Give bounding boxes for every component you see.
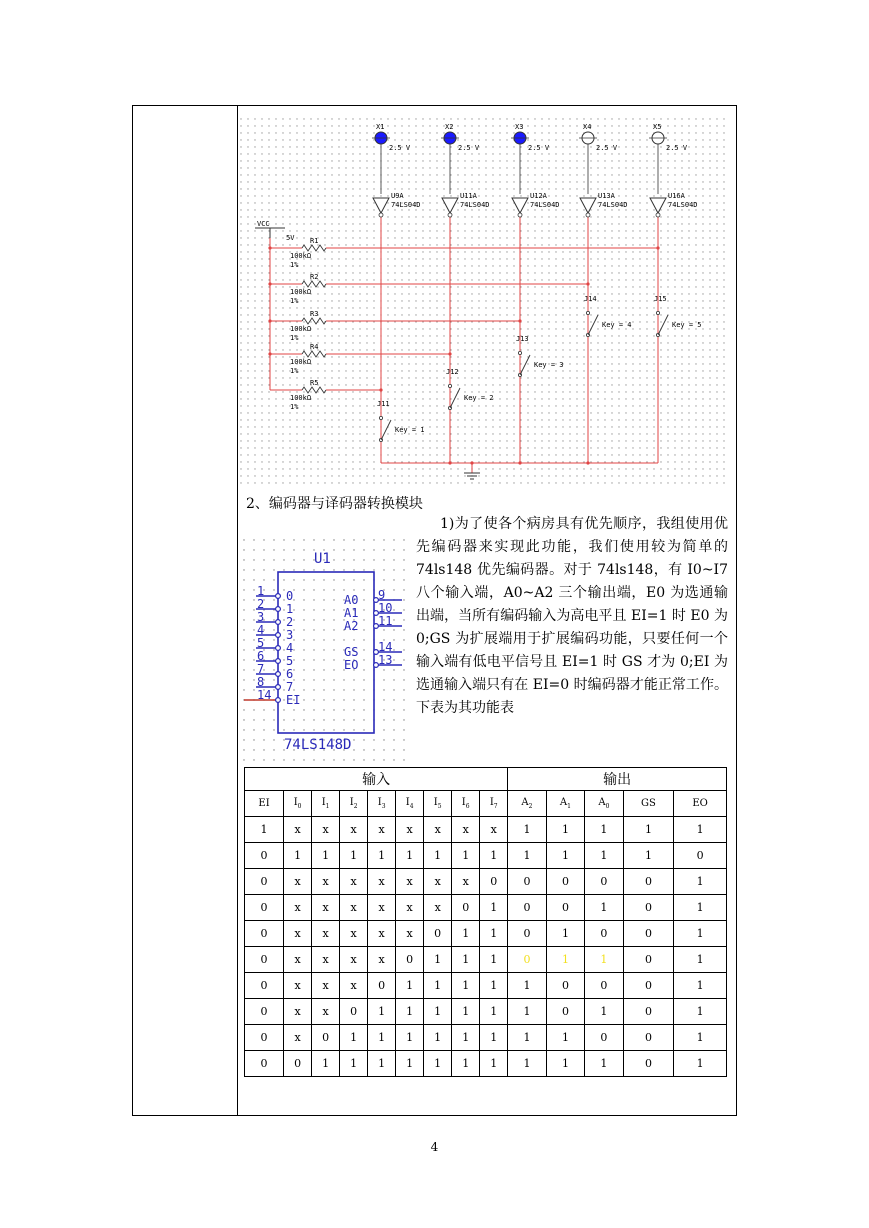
pin-bubble-icon — [276, 633, 281, 638]
table-cell: 1 — [674, 973, 727, 999]
table-cell: 0 — [674, 843, 727, 869]
resistor-tolerance: 1% — [290, 261, 299, 269]
pin-bubble-icon — [276, 672, 281, 677]
resistor-label: R5 — [310, 379, 319, 387]
table-cell: 0 — [508, 895, 546, 921]
table-cell: x — [368, 895, 396, 921]
pin-number: 9 — [378, 588, 386, 602]
pin-number: 10 — [378, 601, 393, 615]
switch-label: J14 — [584, 295, 597, 303]
table-cell: 1 — [546, 921, 584, 947]
table-cell: 1 — [245, 817, 284, 843]
pin-name: 0 — [286, 589, 294, 603]
table-cell: 1 — [546, 1025, 584, 1051]
column-header: EO — [674, 791, 727, 817]
table-cell: 1 — [368, 1051, 396, 1077]
switch-key: Key = 1 — [395, 426, 425, 434]
table-cell: 1 — [623, 817, 674, 843]
table-cell: 1 — [452, 843, 480, 869]
table-cell: x — [284, 973, 312, 999]
table-cell: x — [452, 869, 480, 895]
table-cell: 0 — [245, 843, 284, 869]
gate-part: 74LS04D — [668, 201, 698, 209]
probe-label: X4 — [583, 123, 592, 131]
table-cell: 1 — [424, 843, 452, 869]
table-cell: 0 — [623, 869, 674, 895]
table-cell: x — [424, 869, 452, 895]
pin-name: A0 — [344, 593, 359, 607]
gate-label: U13A — [598, 192, 615, 200]
resistor-value: 100kΩ — [290, 325, 312, 333]
table-row — [245, 817, 727, 843]
probe-voltage: 2.5 V — [458, 144, 480, 152]
table-cell: 1 — [674, 921, 727, 947]
table-cell: 1 — [585, 895, 623, 921]
table-cell: 0 — [245, 999, 284, 1025]
column-header: EI — [245, 791, 284, 817]
table-cell: 0 — [245, 869, 284, 895]
table-cell: 0 — [623, 921, 674, 947]
table-cell: 0 — [245, 921, 284, 947]
table-cell: 0 — [284, 1051, 312, 1077]
table-cell: 0 — [585, 869, 623, 895]
pin-name: EI — [286, 693, 301, 707]
table-cell: 0 — [452, 895, 480, 921]
table-cell: 1 — [674, 947, 727, 973]
column-header: $I_7$ — [480, 791, 508, 817]
table-cell: x — [452, 817, 480, 843]
table-cell: 1 — [674, 999, 727, 1025]
table-cell: 0 — [546, 973, 584, 999]
table-cell: x — [312, 973, 340, 999]
pin-bubble-icon — [276, 607, 281, 612]
pin-name: EO — [344, 658, 359, 672]
table-cell: x — [312, 895, 340, 921]
circuit-schematic — [240, 118, 730, 488]
table-cell: x — [396, 921, 424, 947]
table-cell: 0 — [340, 999, 368, 1025]
switch-key: Key = 5 — [672, 321, 702, 329]
table-cell: x — [480, 817, 508, 843]
table-cell: x — [312, 817, 340, 843]
table-cell: 1 — [546, 947, 584, 973]
table-cell: 0 — [245, 1025, 284, 1051]
table-cell: x — [312, 869, 340, 895]
pin-number: 14 — [378, 640, 393, 654]
table-cell: 1 — [546, 843, 584, 869]
table-row — [245, 921, 727, 947]
column-header: $I_0$ — [284, 791, 312, 817]
pin-name: 6 — [286, 667, 294, 681]
column-header: $I_2$ — [340, 791, 368, 817]
chip-ref: U1 — [314, 551, 331, 567]
vcc-voltage: 5V — [286, 234, 295, 242]
table-cell: 0 — [508, 921, 546, 947]
table-cell: 1 — [452, 921, 480, 947]
table-cell: 1 — [368, 843, 396, 869]
table-cell: x — [284, 1025, 312, 1051]
resistor-tolerance: 1% — [290, 403, 299, 411]
table-row — [245, 1025, 727, 1051]
table-cell: 1 — [480, 895, 508, 921]
table-cell: 0 — [546, 999, 584, 1025]
table-cell: 0 — [623, 973, 674, 999]
table-cell: 1 — [480, 999, 508, 1025]
table-cell: x — [284, 869, 312, 895]
table-cell: 0 — [245, 947, 284, 973]
table-cell: x — [368, 921, 396, 947]
chip-74ls148 — [242, 538, 410, 763]
table-cell: 0 — [424, 921, 452, 947]
resistor-label: R3 — [310, 310, 319, 318]
table-cell: 1 — [452, 1025, 480, 1051]
resistor-value: 100kΩ — [290, 288, 312, 296]
pin-bubble-icon — [276, 594, 281, 599]
table-cell: 1 — [585, 817, 623, 843]
table-cell: 0 — [480, 869, 508, 895]
column-header: $I_4$ — [396, 791, 424, 817]
table-cell: 1 — [368, 999, 396, 1025]
pin-name: 1 — [286, 602, 294, 616]
table-cell: 1 — [508, 999, 546, 1025]
column-header: $I_3$ — [368, 791, 396, 817]
table-row — [245, 973, 727, 999]
table-cell: 1 — [424, 999, 452, 1025]
table-cell: 1 — [674, 1025, 727, 1051]
table-cell: 1 — [396, 843, 424, 869]
table-cell: 1 — [674, 895, 727, 921]
table-cell: x — [396, 869, 424, 895]
table-cell: 1 — [480, 843, 508, 869]
table-cell: x — [368, 869, 396, 895]
gate-part: 74LS04D — [460, 201, 490, 209]
pin-number: 1 — [257, 584, 265, 598]
gate-part: 74LS04D — [530, 201, 560, 209]
gate-label: U9A — [391, 192, 404, 200]
table-cell: 0 — [623, 895, 674, 921]
table-cell: 0 — [368, 973, 396, 999]
table-cell: 1 — [480, 921, 508, 947]
table-cell: 1 — [424, 1025, 452, 1051]
table-header-row — [245, 791, 727, 817]
table-cell: 1 — [546, 817, 584, 843]
table-row — [245, 999, 727, 1025]
switch-key: Key = 4 — [602, 321, 632, 329]
probe-voltage: 2.5 V — [389, 144, 411, 152]
table-cell: 1 — [396, 973, 424, 999]
table-cell: 0 — [245, 895, 284, 921]
probe-voltage: 2.5 V — [596, 144, 618, 152]
group-input: 输入 — [245, 768, 508, 791]
pin-bubble-icon — [276, 659, 281, 664]
table-cell: 1 — [368, 1025, 396, 1051]
table-cell: x — [340, 947, 368, 973]
resistor-tolerance: 1% — [290, 297, 299, 305]
pin-name: 5 — [286, 654, 294, 668]
table-group-row — [245, 768, 727, 791]
pin-bubble-icon — [276, 685, 281, 690]
table-cell: x — [284, 817, 312, 843]
table-cell: 1 — [452, 947, 480, 973]
table-cell: 1 — [396, 1025, 424, 1051]
table-cell: x — [396, 895, 424, 921]
table-cell: 0 — [546, 895, 584, 921]
probe-label: X5 — [653, 123, 662, 131]
switch-key: Key = 3 — [534, 361, 564, 369]
table-cell: 1 — [585, 999, 623, 1025]
pin-number: 3 — [257, 610, 265, 624]
table-cell: 1 — [623, 843, 674, 869]
table-cell: 1 — [480, 1051, 508, 1077]
table-cell: 0 — [623, 947, 674, 973]
pin-number: 14 — [257, 688, 272, 702]
pin-number: 7 — [257, 662, 265, 676]
column-header: $A_2$ — [508, 791, 546, 817]
table-cell: 1 — [546, 1051, 584, 1077]
probe-label: X1 — [376, 123, 385, 131]
table-cell: x — [340, 817, 368, 843]
table-cell: x — [312, 921, 340, 947]
table-cell: 1 — [424, 1051, 452, 1077]
gate-label: U12A — [530, 192, 547, 200]
table-cell: 0 — [585, 973, 623, 999]
section-title: 2、编码器与译码器转换模块 — [246, 496, 423, 512]
table-cell: 0 — [623, 1051, 674, 1077]
table-cell: x — [368, 947, 396, 973]
table-cell: 1 — [312, 843, 340, 869]
table-cell: 0 — [546, 869, 584, 895]
gate-label: U16A — [668, 192, 685, 200]
pin-number: 11 — [378, 614, 393, 628]
table-cell: x — [424, 895, 452, 921]
pin-name: A1 — [344, 606, 359, 620]
table-cell: x — [312, 947, 340, 973]
table-cell: 1 — [340, 1051, 368, 1077]
resistor-value: 100kΩ — [290, 252, 312, 260]
table-cell: 1 — [452, 1051, 480, 1077]
column-header: $A_0$ — [585, 791, 623, 817]
table-cell: x — [284, 921, 312, 947]
table-cell: 1 — [312, 1051, 340, 1077]
table-cell: 0 — [623, 1025, 674, 1051]
switch-label: J13 — [516, 335, 529, 343]
table-cell: 1 — [284, 843, 312, 869]
table-cell: 1 — [674, 817, 727, 843]
table-cell: 1 — [508, 1051, 546, 1077]
table-row — [245, 843, 727, 869]
table-cell: 0 — [312, 1025, 340, 1051]
table-cell: 1 — [480, 947, 508, 973]
vcc-label: VCC — [257, 220, 270, 228]
pin-name: A2 — [344, 619, 359, 633]
switch-label: J11 — [377, 400, 390, 408]
gate-label: U11A — [460, 192, 477, 200]
table-cell: x — [340, 921, 368, 947]
pin-number: 2 — [257, 597, 265, 611]
table-cell: 1 — [508, 843, 546, 869]
table-cell: x — [396, 817, 424, 843]
function-table — [244, 767, 727, 1077]
pin-number: 5 — [257, 636, 265, 650]
table-cell: 1 — [452, 999, 480, 1025]
pin-name: 2 — [286, 615, 294, 629]
gate-part: 74LS04D — [598, 201, 628, 209]
pin-number: 4 — [257, 623, 265, 637]
probe-voltage: 2.5 V — [528, 144, 550, 152]
table-row — [245, 1051, 727, 1077]
table-cell: 1 — [674, 869, 727, 895]
table-cell: 0 — [245, 973, 284, 999]
table-cell: 1 — [674, 1051, 727, 1077]
table-cell: 1 — [396, 999, 424, 1025]
column-header: $I_5$ — [424, 791, 452, 817]
table-cell: 1 — [508, 1025, 546, 1051]
probe-label: X2 — [445, 123, 454, 131]
table-cell: 0 — [508, 869, 546, 895]
pin-number: 6 — [257, 649, 265, 663]
table-cell: 1 — [452, 973, 480, 999]
table-cell: 0 — [508, 947, 546, 973]
pin-number: 8 — [257, 675, 265, 689]
pin-number: 13 — [378, 653, 393, 667]
column-header: $I_1$ — [312, 791, 340, 817]
column-header: $I_6$ — [452, 791, 480, 817]
table-row — [245, 895, 727, 921]
pin-name: 3 — [286, 628, 294, 642]
table-cell: 0 — [585, 1025, 623, 1051]
table-cell: x — [340, 973, 368, 999]
gate-part: 74LS04D — [391, 201, 421, 209]
resistor-label: R2 — [310, 273, 319, 281]
table-cell: x — [368, 817, 396, 843]
description-text: 1)为了使各个病房具有优先顺序，我组使用优先编码器来实现此功能，我们使用较为简单的 74ls148 优先编码器。对于 74ls148，有 I0~I7 八个输入端，A0~A2 三个输出端，E0 为选通输出端，当所有编码输入为高电平且 EI=1 时 E0 为 0;GS 为扩展端用于扩展编码功能，只要任何一个输入端有低电平信号且 EI=1 时 GS 才为 0;EI 为选通输入端只有在 EI=0 时编码器才能正常工作。下表为其功能表 — [416, 516, 728, 716]
table-cell: x — [284, 895, 312, 921]
resistor-tolerance: 1% — [290, 334, 299, 342]
table-cell: 1 — [585, 843, 623, 869]
table-cell: 1 — [585, 1051, 623, 1077]
description-paragraph — [416, 513, 728, 720]
table-cell: 0 — [623, 999, 674, 1025]
table-row — [245, 947, 727, 973]
table-cell: x — [312, 999, 340, 1025]
table-cell: 0 — [585, 921, 623, 947]
table-cell: 0 — [245, 1051, 284, 1077]
group-output: 输出 — [508, 768, 727, 791]
table-row — [245, 869, 727, 895]
probe-voltage: 2.5 V — [666, 144, 688, 152]
column-header: GS — [623, 791, 674, 817]
table-cell: 1 — [480, 1025, 508, 1051]
resistor-value: 100kΩ — [290, 358, 312, 366]
pin-name: 7 — [286, 680, 294, 694]
resistor-value: 100kΩ — [290, 394, 312, 402]
table-cell: 1 — [340, 843, 368, 869]
table-cell: 0 — [396, 947, 424, 973]
table-cell: 1 — [340, 1025, 368, 1051]
pin-name: 4 — [286, 641, 294, 655]
switch-label: J12 — [446, 368, 459, 376]
page-number: 4 — [430, 1140, 439, 1154]
resistor-label: R4 — [310, 343, 319, 351]
pin-name: GS — [344, 645, 359, 659]
table-cell: 1 — [508, 973, 546, 999]
pin-bubble-icon — [276, 646, 281, 651]
table-cell: 1 — [396, 1051, 424, 1077]
resistor-label: R1 — [310, 237, 319, 245]
table-cell: 1 — [424, 973, 452, 999]
pin-bubble-icon — [276, 698, 281, 703]
table-cell: x — [284, 947, 312, 973]
switch-label: J15 — [654, 295, 667, 303]
table-cell: x — [340, 869, 368, 895]
table-cell: x — [284, 999, 312, 1025]
table-cell: 1 — [585, 947, 623, 973]
table-cell: x — [424, 817, 452, 843]
column-header: $A_1$ — [546, 791, 584, 817]
pin-bubble-icon — [276, 620, 281, 625]
table-cell: x — [340, 895, 368, 921]
probe-label: X3 — [515, 123, 524, 131]
column-divider — [237, 106, 238, 1115]
switch-key: Key = 2 — [464, 394, 494, 402]
resistor-tolerance: 1% — [290, 367, 299, 375]
table-cell: 1 — [508, 817, 546, 843]
chip-part: 74LS148D — [284, 737, 352, 753]
table-cell: 1 — [480, 973, 508, 999]
table-cell: 1 — [424, 947, 452, 973]
